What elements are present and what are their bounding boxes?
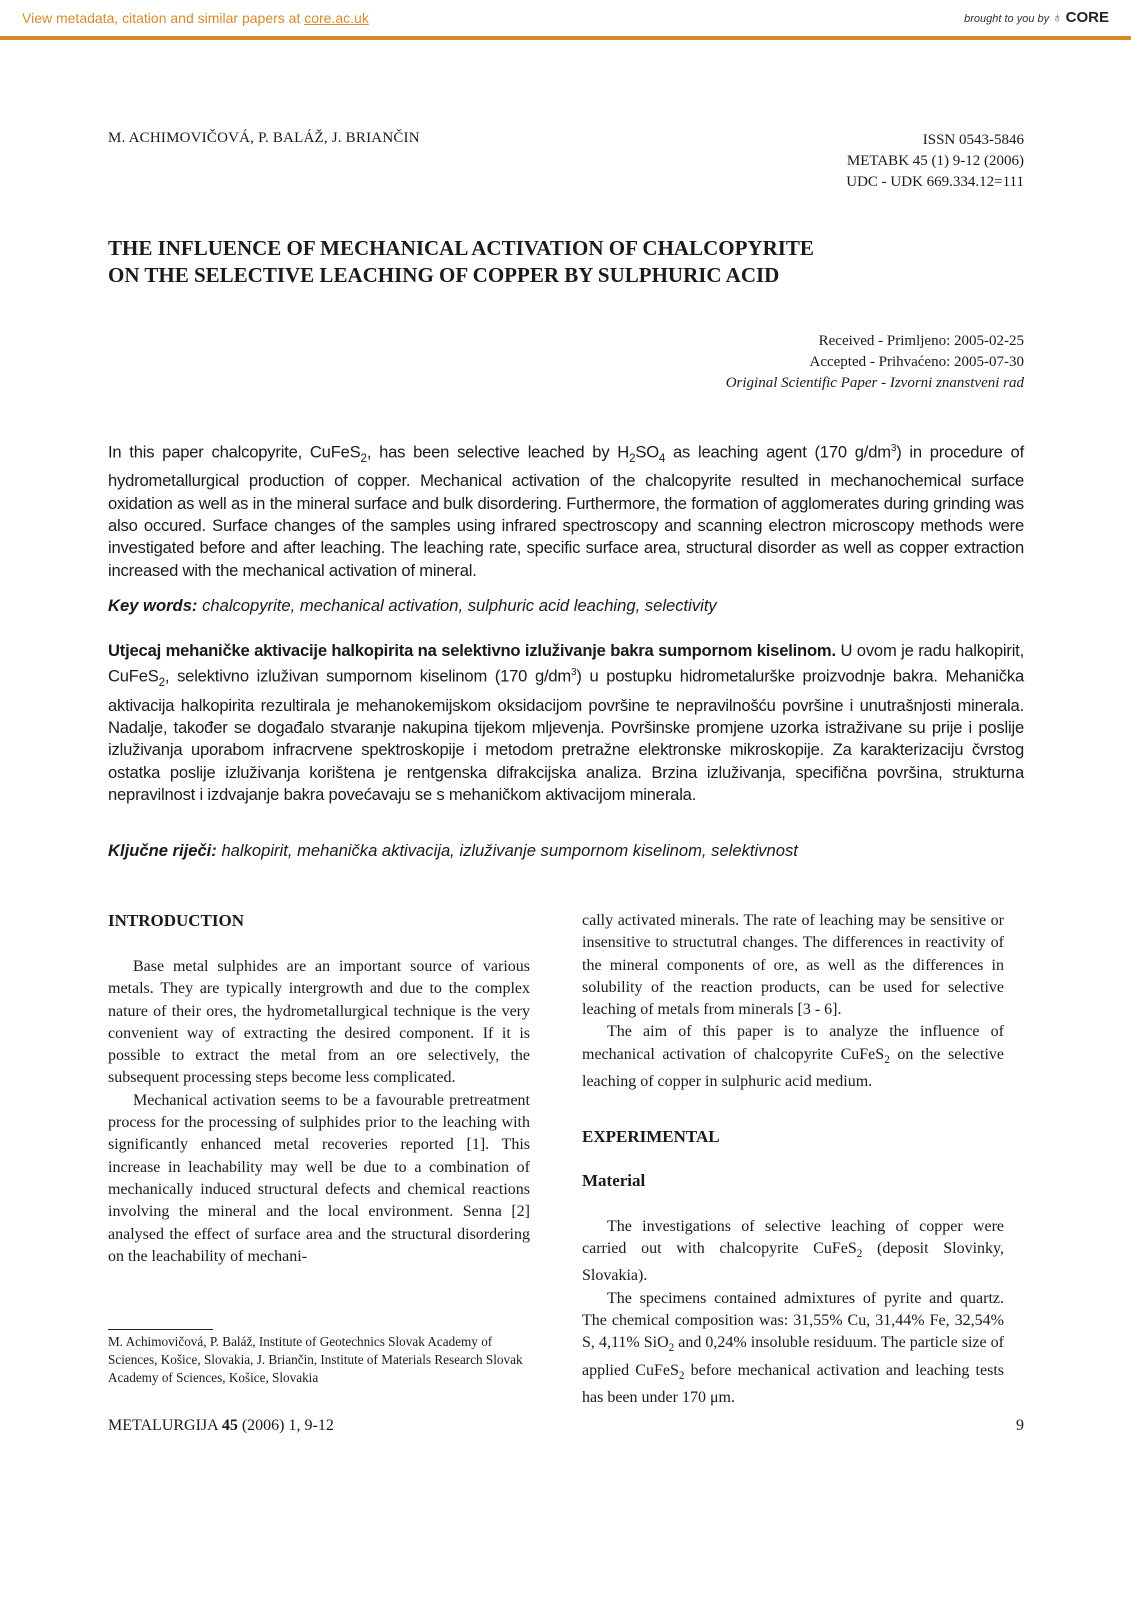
- running-authors: M. ACHIMOVIČOVÁ, P. BALÁŽ, J. BRIANČIN: [108, 130, 420, 146]
- core-branding[interactable]: brought to you by ♁ CORE: [964, 9, 1109, 26]
- intro-paragraph-3: cally activated minerals. The rate of leaching may be sensitive or insensitive to structutral changes. The differences in reactivity of the mineral components of ore, as well as the differences in solubility of the reaction products, can be used for selective leaching of metals from minerals [3 - 6].: [582, 912, 1004, 1019]
- material-paragraph-2: The specimens contained admixtures of pyrite and quartz. The chemical composition was: 31,55% Cu, 31,44% Fe, 32,54% S, 4,11% SiO$_2$ and 0,24% insoluble residuum. The particle size of applied CuFeS$_2$ before mechanical activation and leaching tests has been under 170 μm.: [582, 1289, 1004, 1407]
- journal-identifiers: [846, 130, 1024, 193]
- subsection-heading-material: Material: [582, 1170, 646, 1190]
- udc: UDC - UDK 669.334.12=111: [846, 174, 1024, 190]
- section-heading-introduction: INTRODUCTION: [108, 911, 245, 930]
- footnote-rule: [108, 1329, 213, 1330]
- received-date: Received - Primljeno: 2005-02-25: [818, 333, 1024, 349]
- abstract-croatian: Utjecaj mehaničke aktivacije halkopirita na selektivno izluživanje bakra sumpornom kiselinom. U ovom je radu halkopirit, CuFeS$_2$, selektivno izluživan sumpornom kiselinom (170 $g/dm^3$) u postupku hidrometalurške proizvodnje bakra. Mehanička aktivacija halkopirita rezultirala je mehanokemijskom oksidacijom površine te nepravilnošću površine i unutrašnjosti minerala. Nadalje, također se događalo stvaranje nakupina tijekom mljevenja. Površinske promjene uzorka istraživane su prije i poslije izluživanja uporabom infracrvene spektroskopije i metodom pretražne elektronske mikroskopije. Za karakterizaciju čvrstog ostatka poslije izluživanja korištena je rentgenska difrakcijska analiza. Brzina izluživanja, specifična površina, strukturna nepravilnost i izdvajanje bakra povećavaju se s mehaničkom aktivacijom minerala.: [108, 641, 1025, 805]
- keywords-croatian: Ključne riječi: halkopirit, mehanička aktivacija, izluživanje sumpornom kiselinom, selektivnost: [108, 841, 798, 860]
- accepted-date: Accepted - Prihvaćeno: 2005-07-30: [809, 354, 1024, 370]
- right-column: [582, 910, 1004, 1410]
- keywords-english: Key words: chalcopyrite, mechanical activation, sulphuric acid leaching, selectivity: [108, 596, 717, 615]
- issn: ISSN 0543-5846: [922, 132, 1024, 148]
- croatian-title: Utjecaj mehaničke aktivacije halkopirita na selektivno izluživanje bakra sumpornom kiselinom.: [108, 641, 836, 660]
- apple-core-icon: ♁: [1052, 9, 1063, 25]
- page-number: 9: [1016, 1417, 1024, 1434]
- journal-footer: METALURGIJA 45 (2006) 1, 9-12: [108, 1417, 334, 1434]
- section-heading-experimental: EXPERIMENTAL: [582, 1126, 720, 1146]
- metabk: METABK 45 (1) 9-12 (2006): [846, 153, 1024, 169]
- paper-type: Original Scientific Paper - Izvorni znanstveni rad: [725, 375, 1024, 391]
- submission-dates: [726, 331, 1024, 394]
- paper-title: THE INFLUENCE OF MECHANICAL ACTIVATION OF CHALCOPYRITE ON THE SELECTIVE LEACHING OF COPPER BY SULPHURIC ACID: [108, 236, 814, 287]
- core-metadata-text: View metadata, citation and similar papers at core.ac.uk: [22, 10, 369, 26]
- intro-paragraph-1: Base metal sulphides are an important source of various metals. They are typically intergrowth and due to the complex nature of their ores, the hydrometallurgical technique is the very convenient way of extracting the desired component. If it is possible to extract the metal from an ore selectively, the subsequent processing steps become less complicated.: [108, 958, 530, 1087]
- intro-paragraph-2: Mechanical activation seems to be a favourable pretreatment process for the processing of sulphides prior to the leaching with significantly enhanced metal recoveries reported [1]. This increase in leachability may well be due to a combination of mechanically induced structural defects and chemical reactions involving the mineral and the local environment. Senna [2] analysed the effect of surface area and the structural disordering on the leachability of mechani-: [108, 1091, 530, 1265]
- intro-paragraph-4: The aim of this paper is to analyze the influence of mechanical activation of chalcopyrite CuFeS$_2$ on the selective leaching of copper in sulphuric acid medium.: [582, 1023, 1005, 1091]
- core-link[interactable]: core.ac.uk: [304, 10, 369, 26]
- core-banner: [0, 0, 1131, 40]
- abstract-english: In this paper chalcopyrite, CuFeS$_2$, has been selective leached by $H_2SO_4$ as leaching agent (170 $g/dm^3$) in procedure of hydrometallurgical production of copper. Mechanical activation of the chalcopyrite resulted in mechanochemical surface oxidation as well as in the mineral surface and bulk disordering. Furthermore, the formation of agglomerates during grinding was also occured. Surface changes of the samples using infrared spectroscopy and scanning electron microscopy methods were investigated before and after leaching. The leaching rate, specific surface area, structural disorder as well as copper extraction increased with the mechanical activation of mineral.: [108, 442, 1024, 580]
- core-logo: CORE: [1065, 9, 1109, 26]
- left-column: [108, 910, 530, 1268]
- author-affiliations-footnote: M. Achimovičová, P. Baláž, Institute of Geotechnics Slovak Academy of Sciences, Košice, Slovakia, J. Briančin, Institute of Materials Research Slovak Academy of Sciences, Košice, Slovakia: [108, 1334, 523, 1385]
- material-paragraph-1: The investigations of selective leaching of copper were carried out with chalcopyrite CuFeS$_2$ (deposit Slovinky, Slovakia).: [582, 1217, 1004, 1285]
